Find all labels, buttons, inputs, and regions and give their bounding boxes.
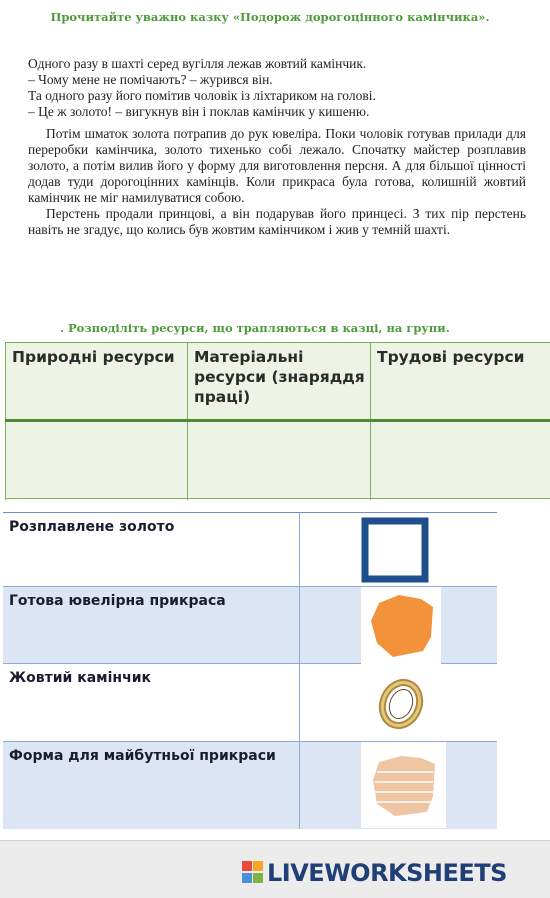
card-label[interactable]: Форма для майбутньої прикраси [9,748,276,764]
liveworksheets-logo-icon [242,861,264,885]
task1-title: Прочитайте уважно казку «Подорож дорогоцінного камінчика». [50,10,490,24]
draggable-cards [3,512,497,828]
blue-square-frame-icon[interactable] [361,515,431,585]
card-label[interactable]: Розплавлене золото [9,519,175,535]
gold-ring-icon[interactable] [361,666,441,740]
story-text [28,56,526,238]
card-row[interactable] [3,513,497,587]
story-line: Одного разу в шахті серед вугілля лежав жовтий камінчик. [28,56,367,71]
story-line: – Це ж золото! – вигукнув він і поклав камінчик у кишеню. [28,104,370,119]
card-row[interactable] [3,742,497,829]
header-divider [5,419,550,422]
group-header: Матеріальні ресурси (знаряддя праці) [194,348,365,406]
group-header: Трудові ресурси [377,348,525,366]
resource-groups-table [5,342,550,499]
card-label[interactable]: Жовтий камінчик [9,670,152,686]
card-row[interactable] [3,664,497,742]
story-line: Та одного разу його помітив чоловік із ліхтариком на голові. [28,88,376,103]
card-row[interactable] [3,587,497,664]
group-header: Природні ресурси [12,348,175,366]
brand-name: LIVEWORKSHEETS [267,859,507,887]
story-paragraph-2: Перстень продали принцові, а він подарував його принцесі. З тих пір перстень навіть не згадує, що колись був жовтим камінчиком і жив у темній шахті. [28,206,526,237]
story-line: – Чому мене не помічають? – журився він. [28,72,273,87]
brand-logo [242,858,507,888]
task2-title: . Розподіліть ресурси, що трапляються в казці, на групи. [60,321,450,335]
card-label[interactable]: Готова ювелірна прикраса [9,593,226,609]
story-paragraph-1: Потім шматок золота потрапив до рук ювеліра. Поки чоловік готував прилади для переробки камінчика, золото тихенько собі лежало. Спочатку майстер розплавив золото, а потім вилив його у форму для виготовлення персня. А для більшої цінності додав туди дорогоцінних камінців. Коли прикраса була готова, колишній жовтий камінчик не міг намилуватися собою. [28,126,526,205]
molten-gold-icon[interactable] [361,742,446,828]
orange-nugget-icon[interactable] [361,587,441,664]
